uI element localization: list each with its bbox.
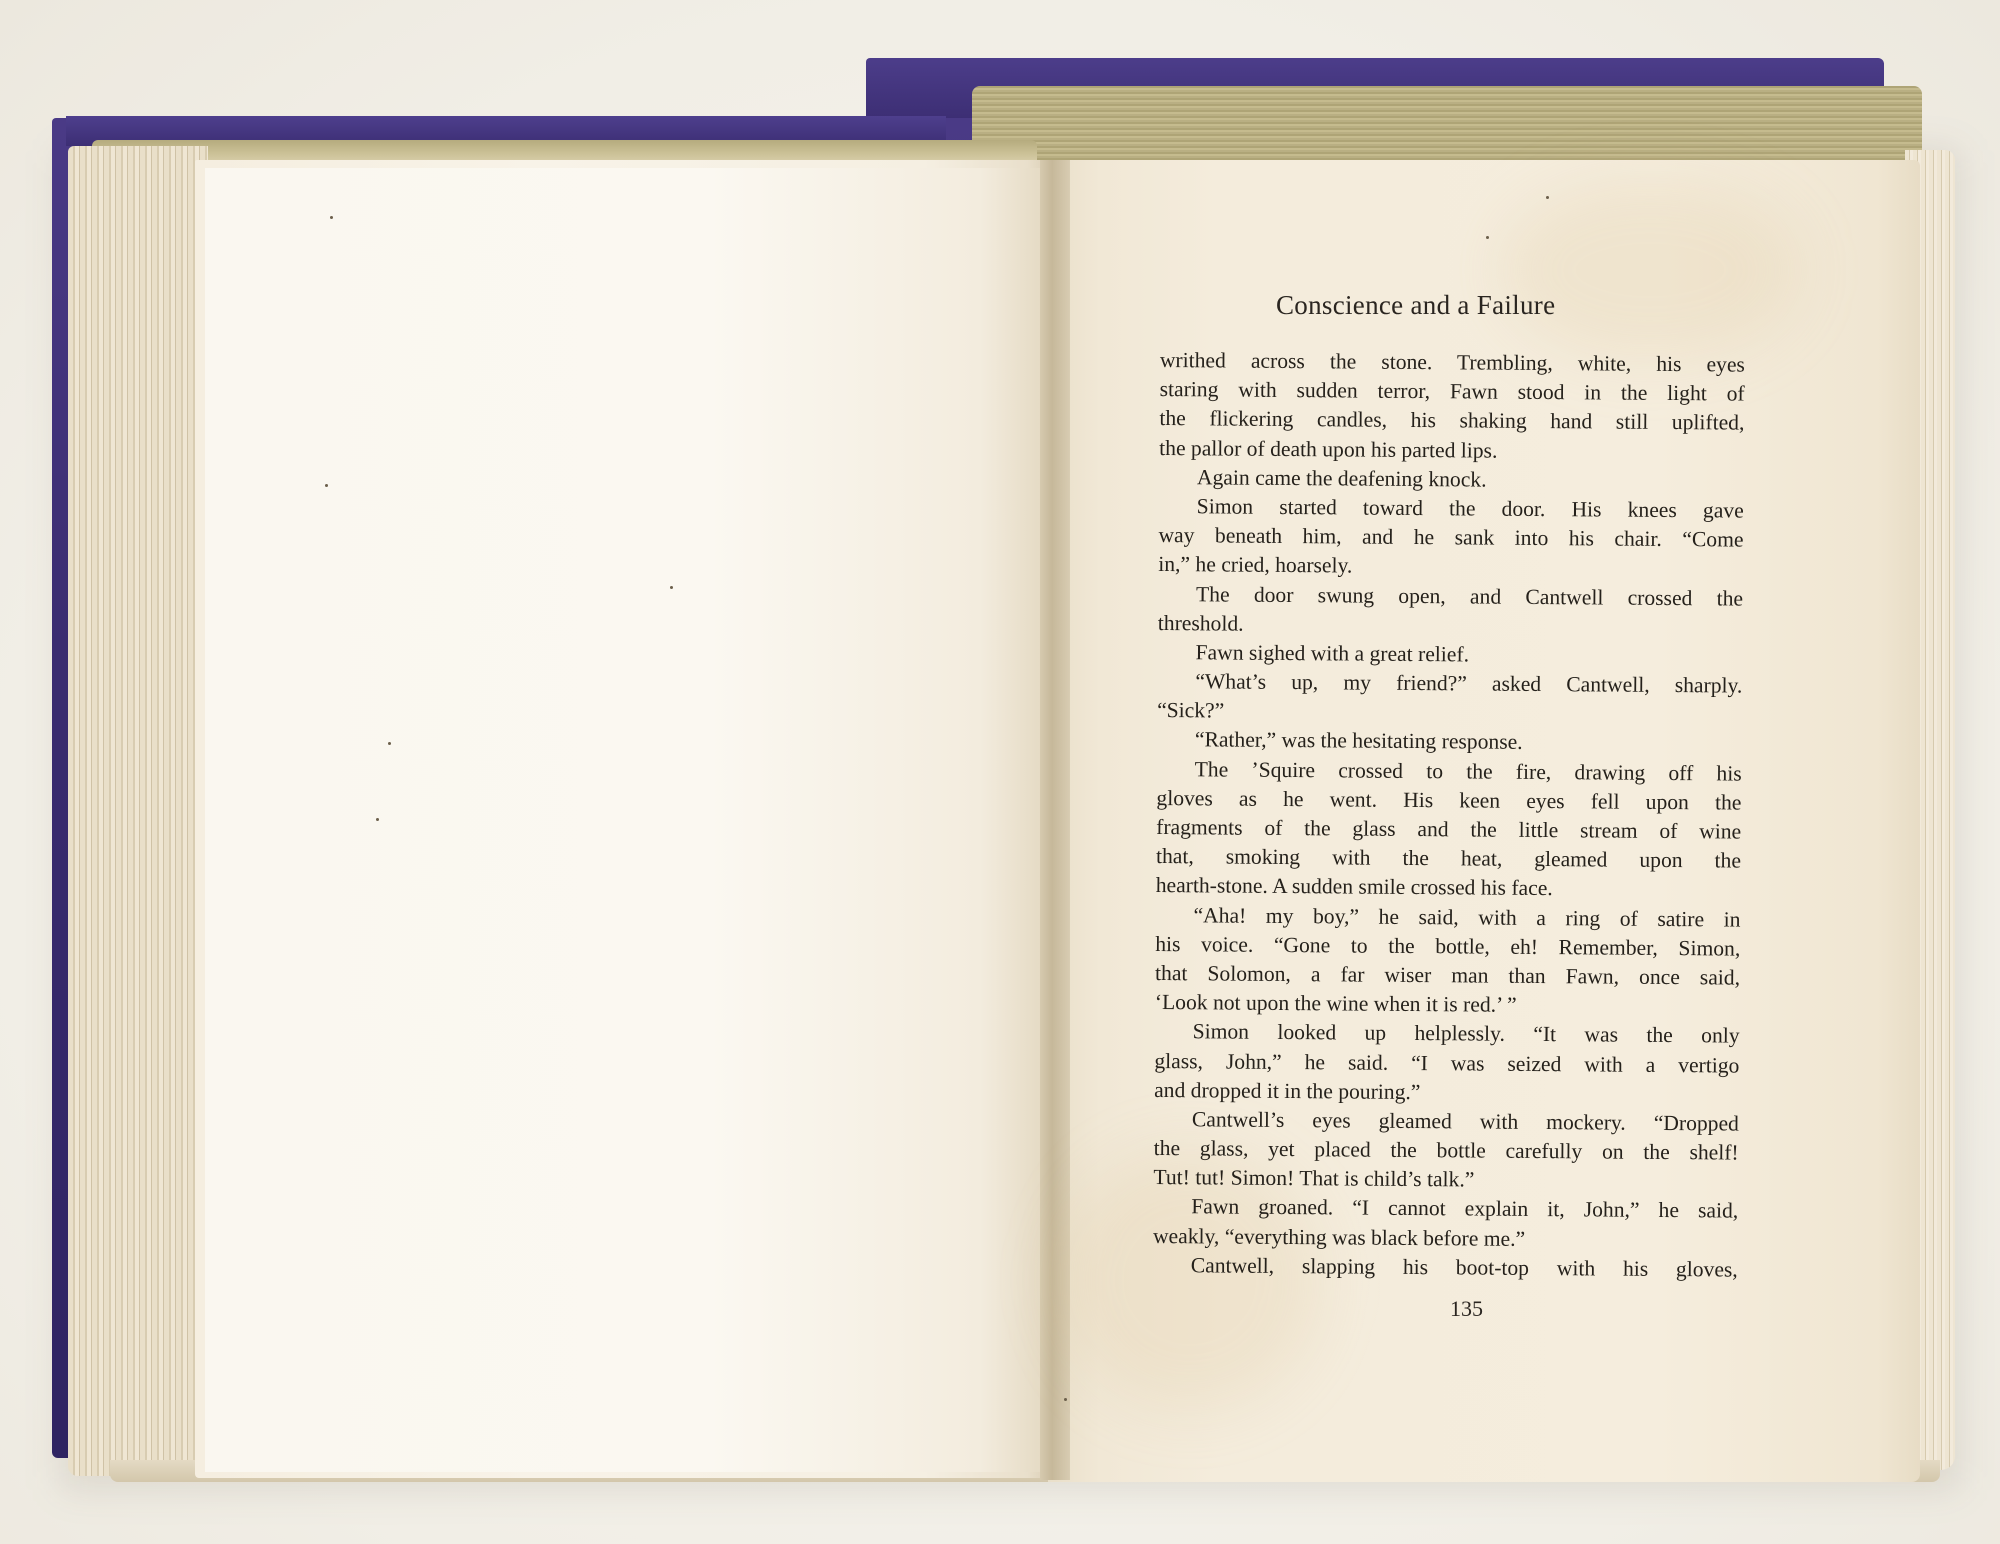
text-line: his voice. “Gone to the bottle, eh! Remember, Simon, bbox=[1155, 931, 1741, 961]
text-line: Again came the deafening knock. bbox=[1196, 465, 1487, 492]
page-speck bbox=[330, 216, 333, 219]
text-line: the flickering candles, his shaking hand still uplifted, bbox=[1159, 406, 1745, 435]
text-line: weakly, “everything was black before me.” bbox=[1152, 1223, 1526, 1251]
text-line: Simon started toward the door. His knees gave bbox=[1196, 494, 1744, 523]
text-line: gloves as he went. His keen eyes fell upon the bbox=[1156, 785, 1742, 815]
text-line: “Aha! my boy,” he said, with a ring of satire in bbox=[1193, 902, 1741, 932]
text-line: staring with sudden terror, Fawn stood in the light of bbox=[1159, 377, 1745, 406]
text-line: the pallor of death upon his parted lips. bbox=[1159, 435, 1498, 463]
page-speck bbox=[1546, 196, 1549, 199]
left-page-blank bbox=[205, 168, 1047, 1472]
text-line: the glass, yet placed the bottle carefully on the shelf! bbox=[1153, 1136, 1739, 1165]
running-head: Conscience and a Failure bbox=[1276, 290, 1556, 320]
page-speck bbox=[325, 484, 328, 487]
text-line: that, smoking with the heat, gleamed upon the bbox=[1155, 844, 1742, 873]
text-line: “What’s up, my friend?” asked Cantwell, sharply. bbox=[1195, 669, 1743, 698]
text-line: ‘Look not upon the wine when it is red.’ ” bbox=[1154, 990, 1517, 1017]
text-line: glass, John,” he said. “I was seized with a vertigo bbox=[1154, 1048, 1740, 1078]
text-line: that Solomon, a far wiser man than Fawn, once said, bbox=[1154, 960, 1741, 990]
text-line: Tut! tut! Simon! That is child’s talk.” bbox=[1153, 1165, 1475, 1192]
page-block-left-edge bbox=[68, 146, 208, 1476]
text-line: “Rather,” was the hesitating response. bbox=[1194, 727, 1523, 755]
text-line: fragments of the glass and the little stream of wine bbox=[1156, 814, 1742, 844]
text-line: Cantwell, slapping his boot-top with his gloves, bbox=[1190, 1253, 1738, 1282]
text-line: Fawn groaned. “I cannot explain it, John,” he said, bbox=[1191, 1194, 1739, 1224]
text-line: The door swung open, and Cantwell crossed the bbox=[1195, 581, 1744, 611]
page-speck bbox=[1486, 236, 1489, 239]
text-line: “Sick?” bbox=[1157, 698, 1225, 723]
text-line: way beneath him, and he sank into his chair. “Come bbox=[1158, 523, 1744, 552]
page-block-top-edge-right bbox=[972, 86, 1922, 160]
text-line: and dropped it in the pouring.” bbox=[1154, 1077, 1421, 1104]
page-speck bbox=[376, 818, 379, 821]
text-line: threshold. bbox=[1157, 610, 1244, 636]
page-number: 135 bbox=[1450, 1296, 1483, 1321]
page-speck bbox=[1064, 1398, 1067, 1401]
page-speck bbox=[388, 742, 391, 745]
text-line: Fawn sighed with a great relief. bbox=[1195, 640, 1470, 667]
body-text bbox=[1153, 346, 1745, 1285]
text-line: in,” he cried, hoarsely. bbox=[1158, 552, 1353, 578]
text-line: writhed across the stone. Trembling, white, his eyes bbox=[1159, 347, 1745, 377]
text-line: Cantwell’s eyes gleamed with mockery. “Dropped bbox=[1191, 1107, 1740, 1136]
page-speck bbox=[670, 586, 673, 589]
text-line: hearth-stone. A sudden smile crossed his face. bbox=[1155, 873, 1553, 901]
page-stain bbox=[1500, 180, 1800, 360]
text-line: Simon looked up helplessly. “It was the only bbox=[1192, 1019, 1740, 1048]
text-line: The ’Squire crossed to the fire, drawing off his bbox=[1194, 756, 1742, 786]
